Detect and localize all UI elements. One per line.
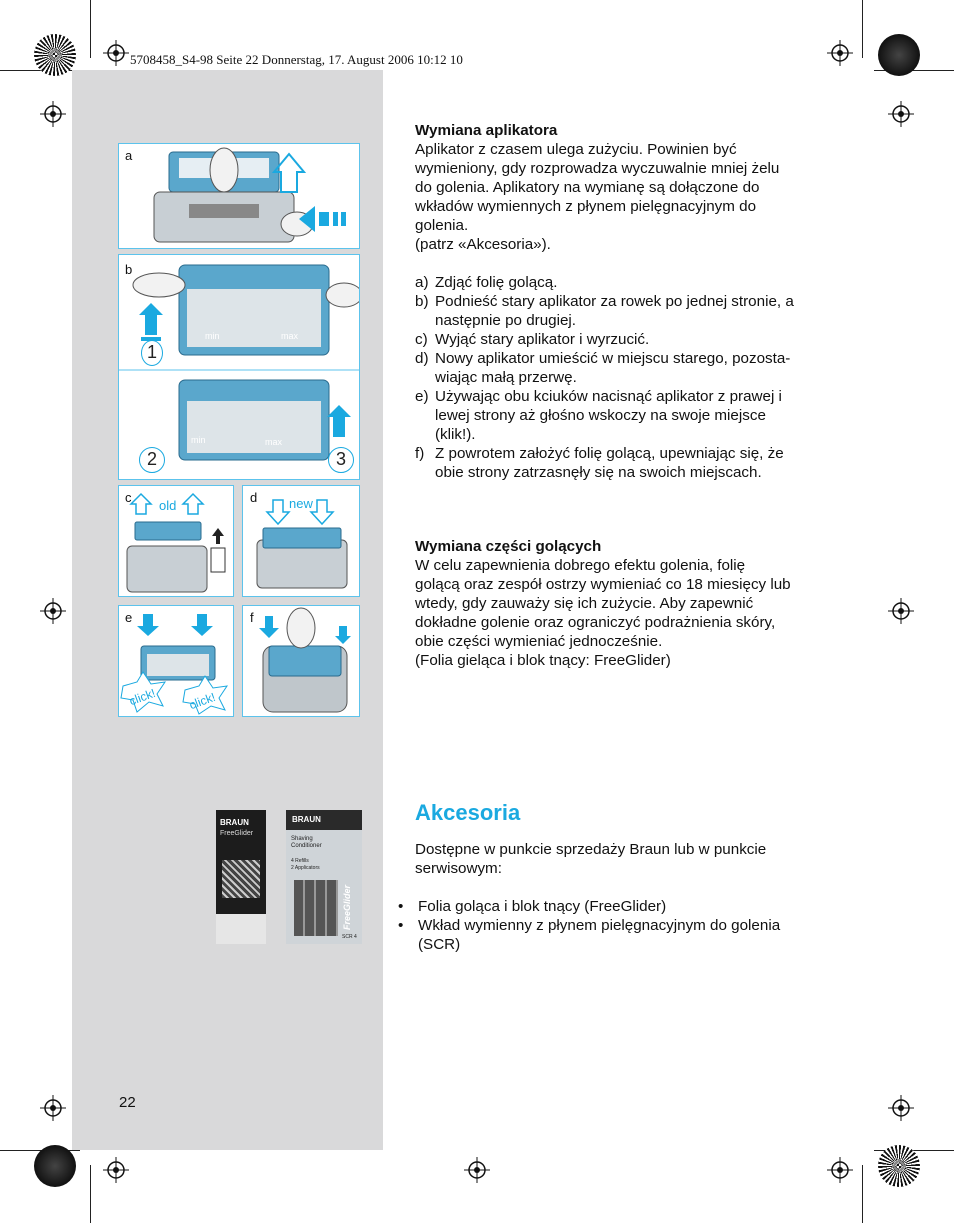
package-title: Shaving Conditioner (291, 836, 322, 849)
list-item: e) Używając obu kciuków nacisnąć aplikator z prawej i lewej strony aż głośno wskoczy na swoje miejsce (klik!). (415, 388, 782, 443)
figure-label-d: d (250, 490, 258, 505)
section-applicator (415, 121, 845, 482)
registration-mark-icon (40, 598, 66, 624)
registration-mark-icon (464, 1157, 490, 1183)
package-side-label: FreeGlider (342, 884, 352, 930)
color-rosette-icon (34, 1145, 76, 1187)
section-intro: Aplikator z czasem ulega zużyciu. Powinien być wymieniony, gdy rozprowadza wyczuwalnie mniej żelu do golenia. Aplikatory na wymianę są dołączone do wkładów wymiennych z płynem pielęgnacyjnym do golenia. (patrz «Akcesoria»). (415, 141, 780, 253)
step-number-2: 2 (139, 447, 165, 473)
section-title: Wymiana aplikatora (415, 122, 558, 139)
figure-d (242, 485, 360, 597)
package-code: SCR 4 (342, 934, 357, 940)
package-brand-logo: BRAUN (292, 815, 321, 824)
step-number-1: 1 (141, 340, 163, 366)
scale-min-label: min (191, 435, 206, 445)
scale-min-label: min (205, 331, 220, 341)
scr-package-image (286, 810, 362, 944)
freeglider-package-image (216, 810, 266, 914)
list-item: d) Nowy aplikator umieścić w miejscu starego, pozosta- wiając małą przerwę. (415, 350, 791, 386)
page-number: 22 (119, 1094, 136, 1111)
package-brand-logo: BRAUN (220, 818, 249, 827)
crop-mark (862, 1165, 863, 1223)
list-item: c) Wyjąć stary aplikator i wyrzucić. (415, 331, 650, 348)
registration-mark-icon (103, 1157, 129, 1183)
accessories-body (415, 840, 845, 878)
package-line-2: 2 Applicators (291, 865, 320, 871)
figure-a-illustration (119, 144, 359, 248)
figure-b (118, 254, 360, 480)
color-rosette-icon (878, 1145, 920, 1187)
figure-e (118, 605, 234, 717)
old-label: old (159, 498, 177, 513)
registration-mark-icon (827, 1157, 853, 1183)
section-body: W celu zapewnienia dobrego efektu golenia, folię golącą oraz zespół ostrzy wymieniać co 18 miesięcy lub wtedy, gdy zauważy się ich zużycie. Aby zapewnić dokładne golenie oraz ograniczyć podrażnienia skóry, obie części wymieniać jednocześnie. (Folia gieląca i blok tnący: FreeGlider) (415, 557, 791, 669)
accessories-title: Akcesoria (415, 800, 521, 825)
click-label: click! (127, 685, 158, 709)
registration-mark-icon (888, 598, 914, 624)
step-number-3: 3 (328, 447, 354, 473)
print-header: 5708458_S4-98 Seite 22 Donnerstag, 17. August 2006 10:12 10 (130, 52, 463, 67)
accessories-list (398, 897, 848, 954)
new-label: new (289, 496, 313, 511)
figure-f-illustration (243, 606, 359, 716)
package-line-1: 4 Refills (291, 858, 309, 864)
figure-label-b: b (125, 262, 133, 277)
list-item: a) Zdjąć folię golącą. (415, 274, 558, 291)
crop-mark (90, 0, 91, 58)
figure-label-a: a (125, 148, 133, 163)
registration-mark-icon (40, 1095, 66, 1121)
registration-mark-icon (827, 40, 853, 66)
section-shaving-parts (415, 537, 845, 670)
color-rosette-icon (878, 34, 920, 76)
package-product-name: FreeGlider (220, 830, 254, 837)
scale-max-label: max (265, 437, 283, 447)
accessories-intro: Dostępne w punkcie sprzedaży Braun lub w punkcie serwisowym: (415, 841, 767, 877)
figure-label-c: c (125, 490, 132, 505)
list-item: • Wkład wymienny z płynem pielęgnacyjnym do golenia (SCR) (398, 917, 781, 953)
list-item: • Folia goląca i blok tnący (FreeGlider) (398, 898, 667, 915)
registration-mark-icon (888, 1095, 914, 1121)
click-label: click! (187, 689, 218, 713)
registration-mark-icon (40, 101, 66, 127)
crop-mark (862, 0, 863, 58)
figure-b-illustration (119, 255, 359, 479)
registration-mark-icon (888, 101, 914, 127)
figure-label-f: f (250, 610, 254, 625)
figure-c (118, 485, 234, 597)
list-item: b) Podnieść stary aplikator za rowek po jednej stronie, a następnie po drugiej. (415, 293, 794, 329)
section-title: Wymiana części golących (415, 538, 602, 555)
list-item: f) Z powrotem założyć folię golącą, upewniając się, że obie strony zatrzasnęły się na swoich miejscach. (415, 445, 784, 481)
registration-mark-icon (103, 40, 129, 66)
figure-a (118, 143, 360, 249)
scale-max-label: max (281, 331, 299, 341)
crop-mark (90, 1165, 91, 1223)
figure-label-e: e (125, 610, 133, 625)
color-rosette-icon (34, 34, 76, 76)
figure-f (242, 605, 360, 717)
